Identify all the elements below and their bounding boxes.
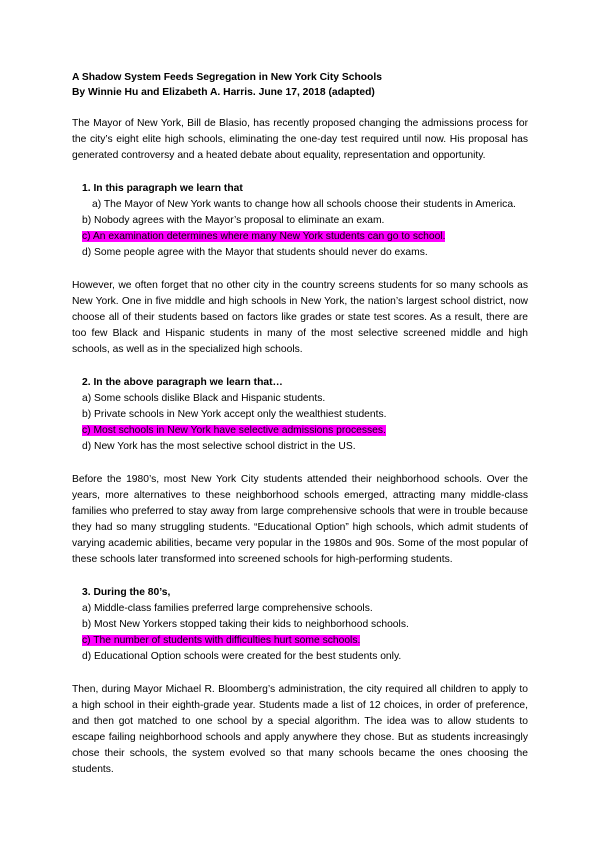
question-3 [72, 585, 528, 665]
paragraph-2: However, we often forget that no other city in the country screens students for so many schools as New York. One in five middle and high schools in New York, the nation’s largest school district, now choose all of their students based on factors like grades or state test scores. As a result, there are too few Black and Hispanic students in many of the most selective screened middle and high schools, as well as in the specialized high schools. [72, 280, 528, 355]
question-1 [72, 181, 528, 261]
question-3-option-b: b) Most New Yorkers stopped taking their kids to neighborhood schools. [82, 619, 409, 630]
question-3-option-d: d) Educational Option schools were created for the best students only. [82, 651, 402, 662]
question-2-option-a: a) Some schools dislike Black and Hispanic students. [82, 393, 326, 404]
question-1-option-b: b) Nobody agrees with the Mayor’s proposal to eliminate an exam. [82, 215, 385, 226]
paragraph-3: Before the 1980’s, most New York City students attended their neighborhood schools. Over the years, more alternatives to these neighborhood schools emerged, attracting many middle-class families who preferred to stay away from large comprehensive schools that were in trouble because they had so many struggling students. “Educational Option” high schools, which admit students of varying academic abilities, became very popular in the 1980s and 90s. Some of the most popular of these schools later transformed into screened schools for high-performing students. [72, 474, 528, 565]
question-3-title: 3. During the 80’s, [82, 587, 171, 598]
question-1-title: 1. In this paragraph we learn that [82, 183, 243, 194]
question-3-option-c-highlighted [72, 633, 528, 649]
article-byline: By Winnie Hu and Elizabeth A. Harris. June 17, 2018 (adapted) [72, 87, 375, 98]
question-1-option-c-highlighted [72, 229, 528, 245]
question-1-option-a: a) The Mayor of New York wants to change how all schools choose their students in America. [92, 199, 516, 210]
question-3-option-a: a) Middle-class families preferred large comprehensive schools. [82, 603, 373, 614]
question-2-option-c-highlighted [72, 423, 528, 439]
question-2 [72, 375, 528, 455]
article-title: A Shadow System Feeds Segregation in New York City Schools [72, 72, 382, 83]
question-2-title: 2. In the above paragraph we learn that… [82, 377, 283, 388]
question-2-option-c-text: c) Most schools in New York have selective admissions processes. [82, 425, 386, 436]
question-1-option-c-text: c) An examination determines where many New York students can go to school. [82, 231, 446, 242]
question-2-option-b: b) Private schools in New York accept only the wealthiest students. [82, 409, 387, 420]
question-3-option-c-text: c) The number of students with difficulties hurt some schools. [82, 635, 361, 646]
paragraph-4: Then, during Mayor Michael R. Bloomberg’s administration, the city required all children to apply to a high school in their eighth-grade year. Students made a list of 12 choices, in order of preference, and then got matched to one school by a special algorithm. The idea was to allow students to escape failing neighborhood schools and apply anywhere they chose. But as students increasingly chose their schools, the system evolved so that many schools became the ones choosing the students. [72, 684, 528, 775]
question-2-option-d: d) New York has the most selective school district in the US. [82, 441, 356, 452]
paragraph-1: The Mayor of New York, Bill de Blasio, has recently proposed changing the admissions process for the city’s eight elite high schools, eliminating the one-day test required until now. His proposal has generated controversy and a heated debate about equality, representation and opportunity. [72, 118, 528, 161]
question-1-option-d: d) Some people agree with the Mayor that students should never do exams. [82, 247, 428, 258]
